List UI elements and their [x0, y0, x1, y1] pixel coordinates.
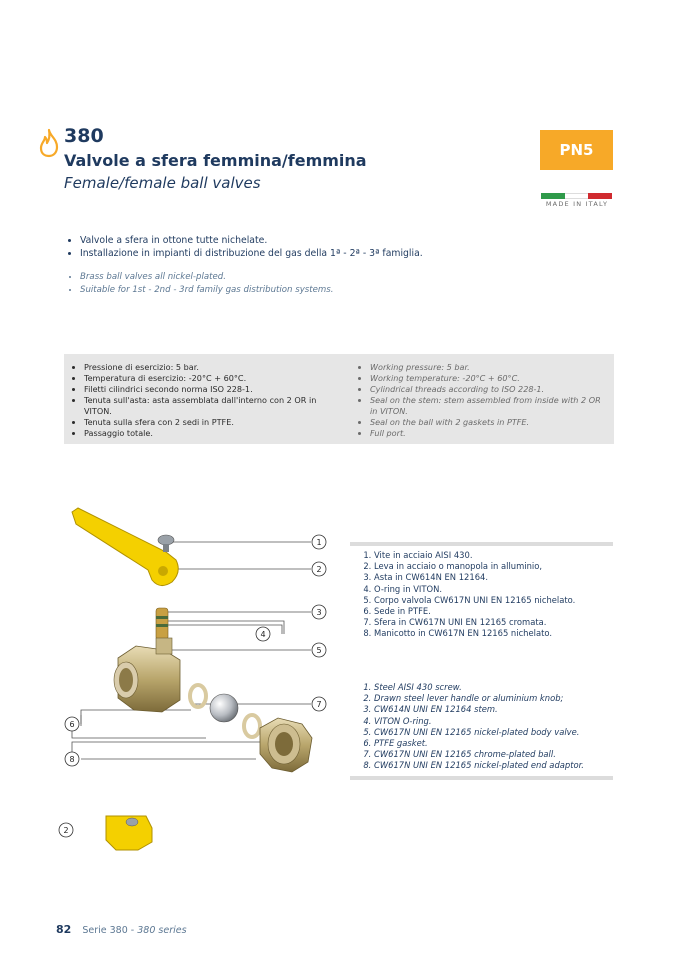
part-item: 5. CW617N UNI EN 12165 nickel-plated body valve. [374, 727, 618, 738]
svg-text:1: 1 [316, 538, 322, 547]
spec-item: • Working temperature: -20°C + 60°C. [370, 373, 608, 384]
part-item: 3. Asta in CW614N EN 12164. [374, 572, 618, 583]
spec-item: • Working pressure: 5 bar. [370, 362, 608, 373]
specs-italian [72, 362, 327, 439]
intro-english [66, 271, 626, 296]
svg-text:8: 8 [69, 755, 75, 764]
part-item: 7. CW617N UNI EN 12165 chrome-plated ball. [374, 749, 618, 760]
part-item: 7. Sfera in CW617N UNI EN 12165 cromata. [374, 617, 618, 628]
spec-item: • Cylindrical threads according to ISO 228-1. [370, 384, 608, 395]
footer-separator: - [130, 925, 135, 936]
title-english: Female/female ball valves [64, 174, 261, 192]
specs-english [358, 362, 608, 439]
end-adaptor-part [260, 718, 312, 772]
part-item: 8. CW617N UNI EN 12165 nickel-plated end adaptor. [374, 760, 618, 771]
intro-item: • Suitable for 1st - 2nd - 3rd family gas distribution systems. [80, 284, 626, 297]
intro-item: • Installazione in impianti di distribuzione del gas della 1ª - 2ª - 3ª famiglia. [80, 248, 626, 261]
page-number: 82 [56, 923, 72, 936]
title-italian: Valvole a sfera femmina/femmina [64, 151, 367, 170]
part-item: 6. Sede in PTFE. [374, 606, 618, 617]
spec-item: • Tenuta sull'asta: asta assemblata dall'interno con 2 OR in VITON. [84, 395, 327, 417]
svg-text:5: 5 [316, 646, 322, 655]
part-item: 1. Vite in acciaio AISI 430. [374, 550, 618, 561]
part-item: 6. PTFE gasket. [374, 738, 618, 749]
intro-italian [66, 235, 626, 260]
italian-flag-icon [541, 193, 612, 199]
callout-7 [312, 697, 326, 711]
made-in-italy-label: MADE IN ITALY [545, 200, 609, 208]
stem-part [156, 608, 168, 640]
ball-part [210, 694, 238, 722]
callout-3 [312, 605, 326, 619]
spec-item: • Seal on the ball with 2 gaskets in PTFE. [370, 417, 608, 428]
parts-list-italian [358, 550, 618, 640]
specifications-box [64, 354, 614, 444]
part-item: 5. Corpo valvola CW617N UNI EN 12165 nichelato. [374, 595, 618, 606]
intro-item: • Valvole a sfera in ottone tutte nichelate. [80, 235, 626, 248]
svg-text:4: 4 [260, 630, 266, 639]
parts-divider [350, 776, 613, 780]
parts-divider [350, 542, 613, 546]
callout-4 [256, 627, 270, 641]
page-footer [56, 923, 187, 936]
valve-body-part [114, 638, 180, 712]
callout-1 [312, 535, 326, 549]
spec-item: • Passaggio totale. [84, 428, 327, 439]
spec-item: • Tenuta sulla sfera con 2 sedi in PTFE. [84, 417, 327, 428]
part-item: 4. O-ring in VITON. [374, 584, 618, 595]
callout-8 [65, 752, 79, 766]
flame-icon [38, 128, 60, 158]
svg-text:2: 2 [316, 565, 322, 574]
svg-text:2: 2 [63, 826, 69, 835]
spec-item: • Pressione di esercizio: 5 bar. [84, 362, 327, 373]
knob-callout [59, 823, 73, 837]
part-item: 1. Steel AISI 430 screw. [374, 682, 618, 693]
callout-6 [65, 717, 79, 731]
callout-2 [312, 562, 326, 576]
part-item: 2. Drawn steel lever handle or aluminium knob; [374, 693, 618, 704]
spec-item: • Full port. [370, 428, 608, 439]
svg-text:7: 7 [316, 700, 322, 709]
product-code: 380 [64, 125, 104, 147]
part-item: 3. CW614N UNI EN 12164 stem. [374, 704, 618, 715]
part-item: 8. Manicotto in CW617N EN 12165 nichelato. [374, 628, 618, 639]
intro-item: • Brass ball valves all nickel-plated. [80, 271, 626, 284]
spec-item: • Temperatura di esercizio: -20°C + 60°C. [84, 373, 327, 384]
parts-list-english [358, 682, 618, 772]
pressure-badge: PN5 [540, 130, 613, 170]
exploded-valve-diagram [56, 500, 346, 775]
svg-text:3: 3 [316, 608, 322, 617]
aluminium-knob-diagram [56, 808, 166, 858]
svg-text:6: 6 [69, 720, 75, 729]
knob-part [106, 816, 152, 850]
series-english: 380 series [137, 925, 187, 936]
spec-item: • Seal on the stem: stem assembled from inside with 2 OR in VITON. [370, 395, 608, 417]
lever-handle [72, 508, 178, 586]
spec-item: • Filetti cilindrici secondo norma ISO 228-1. [84, 384, 327, 395]
part-item: 4. VITON O-ring. [374, 716, 618, 727]
gasket-part [244, 715, 260, 737]
callout-5 [312, 643, 326, 657]
part-item: 2. Leva in acciaio o manopola in alluminio, [374, 561, 618, 572]
series-italian: Serie 380 [82, 925, 128, 936]
